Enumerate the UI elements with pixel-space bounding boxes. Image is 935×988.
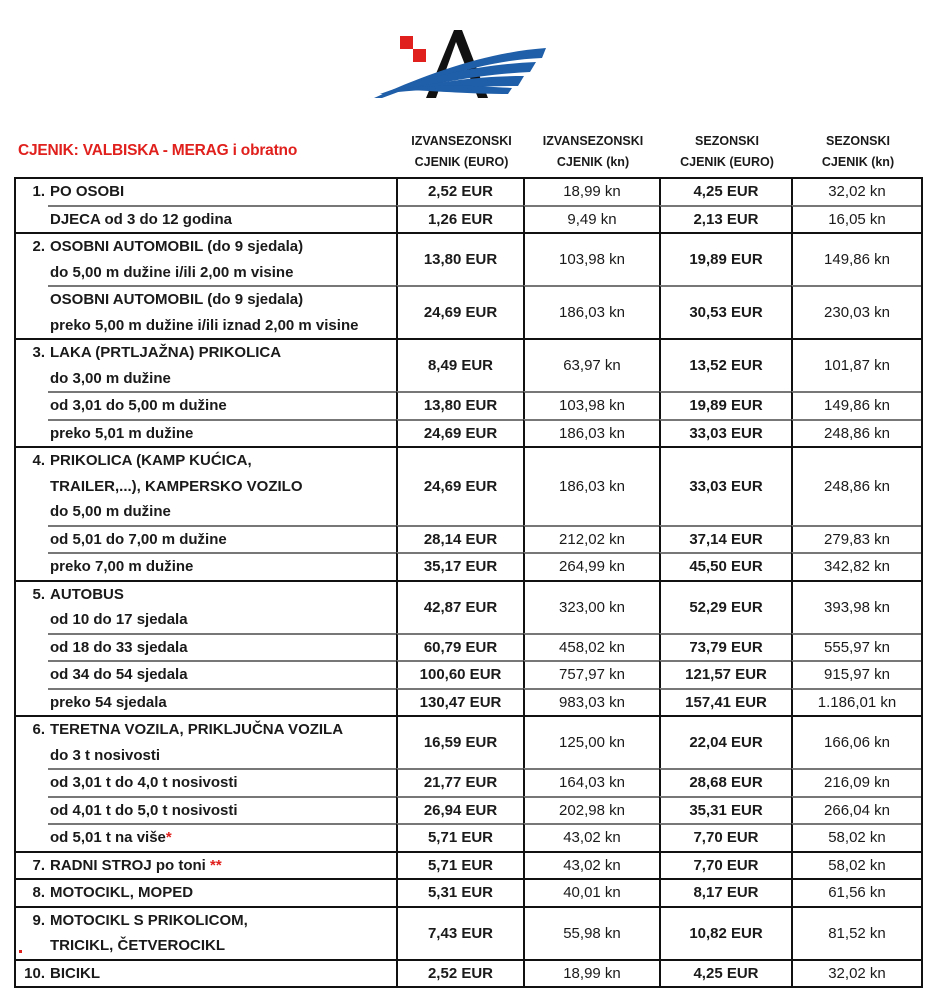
- price-off-season-eur: 42,87 EUR: [396, 582, 523, 633]
- row-label: [48, 391, 396, 419]
- price-season-kn: 58,02 kn: [791, 823, 921, 851]
- price-off-season-eur: 28,14 EUR: [396, 525, 523, 553]
- column-header-line: IZVANSEZONSKI: [542, 134, 644, 148]
- row-label: [48, 179, 396, 205]
- group-number: 2.: [32, 238, 45, 255]
- group-number: 7.: [32, 856, 45, 874]
- row-label: [48, 823, 396, 851]
- price-off-season-eur: 2,52 EUR: [396, 179, 523, 205]
- price-off-season-eur: 1,26 EUR: [396, 205, 523, 233]
- price-off-season-eur: 8,49 EUR: [396, 340, 523, 391]
- price-off-season-kn: 125,00 kn: [523, 717, 659, 768]
- price-season-eur: 157,41 EUR: [659, 688, 791, 716]
- price-off-season-eur: 5,31 EUR: [396, 880, 523, 906]
- price-off-season-eur: 60,79 EUR: [396, 633, 523, 661]
- column-header-line: CJENIK (EURO): [680, 155, 774, 169]
- row-label-text: do 3 t nosivosti: [50, 746, 161, 764]
- group-number: 3.: [32, 344, 45, 361]
- row-label: [48, 340, 396, 391]
- row-label-line: [50, 474, 396, 500]
- row-label-text: MOTOCIKL S PRIKOLICOM,: [50, 911, 248, 929]
- footnote-asterisk: **: [210, 856, 222, 874]
- row-description: [16, 552, 396, 580]
- price-season-eur: 22,04 EUR: [659, 717, 791, 768]
- row-description: [16, 688, 396, 716]
- row-label: [48, 525, 396, 553]
- row-description: [16, 717, 396, 768]
- column-header-line: CJENIK (kn): [821, 155, 895, 169]
- row-description: [16, 525, 396, 553]
- price-off-season-eur: 13,80 EUR: [396, 234, 523, 285]
- price-off-season-kn: 18,99 kn: [523, 179, 659, 205]
- row-label-line: [50, 961, 396, 987]
- row-label-line: [50, 421, 396, 447]
- row-label: [48, 796, 396, 824]
- price-off-season-eur: 24,69 EUR: [396, 419, 523, 447]
- column-header-line: CJENIK (EURO): [414, 155, 509, 169]
- price-off-season-kn: 103,98 kn: [523, 234, 659, 285]
- row-label: [48, 768, 396, 796]
- company-logo-icon: [370, 22, 550, 104]
- price-season-eur: 37,14 EUR: [659, 525, 791, 553]
- price-off-season-kn: 212,02 kn: [523, 525, 659, 553]
- price-season-eur: 121,57 EUR: [659, 660, 791, 688]
- row-label: [48, 688, 396, 716]
- row-label-text: preko 7,00 m dužine: [50, 558, 194, 575]
- table-row: [16, 660, 921, 688]
- price-season-kn: 248,86 kn: [791, 448, 921, 525]
- row-label-line: [50, 340, 396, 366]
- row-label: [48, 633, 396, 661]
- price-season-eur: 28,68 EUR: [659, 768, 791, 796]
- table-row: [16, 880, 921, 906]
- price-off-season-eur: 5,71 EUR: [396, 823, 523, 851]
- row-label-line: [50, 313, 396, 339]
- row-description: [16, 419, 396, 447]
- price-season-kn: 166,06 kn: [791, 717, 921, 768]
- table-row: [16, 285, 921, 338]
- table-row: [16, 179, 921, 205]
- row-description: [16, 285, 396, 338]
- row-description: [16, 633, 396, 661]
- row-label: [48, 908, 396, 959]
- group-number: 9.: [32, 911, 45, 929]
- row-label-text: TRAILER,...), KAMPERSKO VOZILO: [50, 477, 303, 495]
- price-off-season-kn: 40,01 kn: [523, 880, 659, 906]
- row-label-text: MOTOCIKL, MOPED: [50, 884, 194, 901]
- row-label-text: od 4,01 t do 5,0 t nosivosti: [50, 801, 238, 819]
- row-description: [16, 179, 396, 205]
- row-label-text: od 5,01 do 7,00 m dužine: [50, 530, 227, 548]
- price-group: [16, 959, 921, 987]
- price-off-season-eur: 100,60 EUR: [396, 660, 523, 688]
- table-row: [16, 961, 921, 987]
- table-row: [16, 391, 921, 419]
- price-off-season-kn: 323,00 kn: [523, 582, 659, 633]
- row-label-line: [50, 607, 396, 633]
- column-header-line: SEZONSKI: [826, 134, 890, 148]
- table-row: [16, 234, 921, 285]
- price-off-season-eur: 21,77 EUR: [396, 768, 523, 796]
- row-label-line: [50, 554, 396, 580]
- group-number: 4.: [32, 452, 45, 469]
- price-off-season-kn: 164,03 kn: [523, 768, 659, 796]
- row-label: [48, 552, 396, 580]
- row-label-text: od 3,01 do 5,00 m dužine: [50, 397, 227, 414]
- row-label-line: [50, 366, 396, 392]
- price-season-kn: 266,04 kn: [791, 796, 921, 824]
- row-label-text: do 5,00 m dužine: [50, 503, 171, 520]
- table-row: [16, 633, 921, 661]
- price-season-kn: 216,09 kn: [791, 768, 921, 796]
- table-row: [16, 205, 921, 233]
- price-season-eur: 52,29 EUR: [659, 582, 791, 633]
- price-season-kn: 16,05 kn: [791, 205, 921, 233]
- price-off-season-eur: 130,47 EUR: [396, 688, 523, 716]
- price-off-season-kn: 983,03 kn: [523, 688, 659, 716]
- price-group: [16, 580, 921, 716]
- row-label-text: preko 5,01 m dužine: [50, 424, 194, 442]
- price-off-season-kn: 55,98 kn: [523, 908, 659, 959]
- price-season-kn: 555,97 kn: [791, 633, 921, 661]
- price-season-kn: 279,83 kn: [791, 525, 921, 553]
- row-label-line: [50, 743, 396, 769]
- price-season-eur: 4,25 EUR: [659, 961, 791, 987]
- row-label-line: [50, 448, 396, 474]
- price-off-season-kn: 458,02 kn: [523, 633, 659, 661]
- row-label-text: preko 54 sjedala: [50, 693, 167, 711]
- row-description: [16, 880, 396, 906]
- column-header-line: IZVANSEZONSKI: [411, 134, 512, 148]
- price-season-kn: 32,02 kn: [791, 179, 921, 205]
- row-description: [16, 853, 396, 879]
- row-description: [16, 908, 396, 959]
- price-season-kn: 342,82 kn: [791, 552, 921, 580]
- table-row: [16, 419, 921, 447]
- price-season-kn: 915,97 kn: [791, 660, 921, 688]
- price-season-eur: 30,53 EUR: [659, 285, 791, 338]
- price-off-season-kn: 63,97 kn: [523, 340, 659, 391]
- price-off-season-eur: 5,71 EUR: [396, 853, 523, 879]
- row-label: [48, 853, 396, 879]
- price-season-kn: 248,86 kn: [791, 419, 921, 447]
- row-label: [48, 582, 396, 633]
- price-off-season-kn: 9,49 kn: [523, 205, 659, 233]
- row-description: [16, 660, 396, 688]
- price-off-season-kn: 202,98 kn: [523, 796, 659, 824]
- price-group: [16, 906, 921, 959]
- row-label: [48, 448, 396, 525]
- group-number: 1.: [32, 183, 45, 200]
- column-header-season-eur: [661, 131, 793, 173]
- price-off-season-kn: 186,03 kn: [523, 419, 659, 447]
- page-title: CJENIK: VALBISKA - MERAG i obratno: [18, 142, 298, 159]
- price-season-eur: 19,89 EUR: [659, 234, 791, 285]
- price-season-eur: 33,03 EUR: [659, 448, 791, 525]
- row-label-text: LAKA (PRTLJAŽNA) PRIKOLICA: [50, 344, 282, 361]
- price-season-kn: 81,52 kn: [791, 908, 921, 959]
- row-label-text: AUTOBUS: [50, 585, 124, 603]
- row-label-line: [50, 690, 396, 716]
- price-season-kn: 58,02 kn: [791, 853, 921, 879]
- price-season-eur: 10,82 EUR: [659, 908, 791, 959]
- column-header-line: SEZONSKI: [695, 134, 759, 148]
- group-number: 10.: [24, 964, 45, 982]
- row-label-line: [50, 527, 396, 553]
- price-season-kn: 1.186,01 kn: [791, 688, 921, 716]
- price-season-eur: 4,25 EUR: [659, 179, 791, 205]
- price-season-eur: 73,79 EUR: [659, 633, 791, 661]
- row-description: [16, 205, 396, 233]
- price-season-eur: 33,03 EUR: [659, 419, 791, 447]
- table-row: [16, 448, 921, 525]
- price-off-season-eur: 35,17 EUR: [396, 552, 523, 580]
- price-season-eur: 35,31 EUR: [659, 796, 791, 824]
- table-row: [16, 768, 921, 796]
- row-label-line: [50, 207, 396, 233]
- row-label-text: OSOBNI AUTOMOBIL (do 9 sjedala): [50, 291, 304, 308]
- table-row: [16, 717, 921, 768]
- price-off-season-kn: 18,99 kn: [523, 961, 659, 987]
- row-label-text: do 5,00 m dužine i/ili 2,00 m visine: [50, 263, 294, 281]
- group-number: 6.: [32, 721, 45, 738]
- price-group: [16, 446, 921, 580]
- table-row: [16, 552, 921, 580]
- row-label: [48, 285, 396, 338]
- table-row: [16, 582, 921, 633]
- row-label-text: preko 5,00 m dužine i/ili iznad 2,00 m visine: [50, 316, 359, 334]
- row-description: [16, 448, 396, 525]
- row-label-line: [50, 798, 396, 824]
- price-season-eur: 8,17 EUR: [659, 880, 791, 906]
- price-off-season-eur: 2,52 EUR: [396, 961, 523, 987]
- row-description: [16, 391, 396, 419]
- price-off-season-kn: 103,98 kn: [523, 391, 659, 419]
- price-season-kn: 149,86 kn: [791, 234, 921, 285]
- price-season-eur: 7,70 EUR: [659, 853, 791, 879]
- price-off-season-kn: 264,99 kn: [523, 552, 659, 580]
- row-label-line: [50, 635, 396, 661]
- row-label-line: [50, 908, 396, 934]
- column-header-season-kn: [793, 131, 923, 173]
- row-description: [16, 796, 396, 824]
- row-label-line: [50, 582, 396, 608]
- price-off-season-eur: 26,94 EUR: [396, 796, 523, 824]
- row-description: [16, 582, 396, 633]
- price-season-kn: 230,03 kn: [791, 285, 921, 338]
- price-season-kn: 61,56 kn: [791, 880, 921, 906]
- price-off-season-kn: 43,02 kn: [523, 823, 659, 851]
- price-off-season-eur: 7,43 EUR: [396, 908, 523, 959]
- price-group: [16, 878, 921, 906]
- row-label: [48, 205, 396, 233]
- column-header-off-season-eur: [398, 131, 525, 173]
- price-off-season-eur: 24,69 EUR: [396, 285, 523, 338]
- group-number: 5.: [32, 585, 45, 603]
- row-label-text: OSOBNI AUTOMOBIL (do 9 sjedala): [50, 238, 304, 255]
- row-label-text: TRICIKL, ČETVEROCIKL: [50, 937, 225, 954]
- price-season-kn: 32,02 kn: [791, 961, 921, 987]
- row-label-text: od 5,01 t na više: [50, 829, 166, 846]
- row-label-line: [50, 179, 396, 205]
- row-label: [48, 660, 396, 688]
- row-label-text: od 10 do 17 sjedala: [50, 611, 188, 628]
- table-row: [16, 796, 921, 824]
- price-off-season-eur: 13,80 EUR: [396, 391, 523, 419]
- row-label-text: od 18 do 33 sjedala: [50, 638, 188, 656]
- column-header-line: CJENIK (kn): [556, 155, 630, 169]
- price-season-eur: 45,50 EUR: [659, 552, 791, 580]
- row-label-line: [50, 880, 396, 906]
- row-label-line: [50, 933, 396, 959]
- table-row: [16, 340, 921, 391]
- row-label-text: od 34 do 54 sjedala: [50, 666, 188, 683]
- row-label-text: RADNI STROJ po toni: [50, 856, 210, 874]
- row-label-line: [50, 260, 396, 286]
- table-row: [16, 908, 921, 959]
- table-row: [16, 688, 921, 716]
- row-label: [48, 419, 396, 447]
- row-label-text: PO OSOBI: [50, 183, 125, 200]
- row-label-line: [50, 393, 396, 419]
- row-label: [48, 234, 396, 285]
- price-group: [16, 232, 921, 338]
- price-season-eur: 19,89 EUR: [659, 391, 791, 419]
- row-label: [48, 717, 396, 768]
- price-season-eur: 7,70 EUR: [659, 823, 791, 851]
- price-table: [14, 177, 923, 988]
- row-label-line: [50, 825, 396, 851]
- row-label-line: [50, 717, 396, 743]
- price-season-kn: 101,87 kn: [791, 340, 921, 391]
- row-label-text: PRIKOLICA (KAMP KUĆICA,: [50, 452, 252, 469]
- row-label-text: TERETNA VOZILA, PRIKLJUČNA VOZILA: [50, 721, 344, 738]
- row-label-line: [50, 770, 396, 796]
- row-label-line: [50, 853, 396, 879]
- price-group: [16, 338, 921, 446]
- row-description: [16, 340, 396, 391]
- row-label-text: do 3,00 m dužine: [50, 369, 171, 387]
- price-group: [16, 851, 921, 879]
- price-season-eur: 13,52 EUR: [659, 340, 791, 391]
- price-group: [16, 715, 921, 851]
- row-label-line: [50, 234, 396, 260]
- row-label-line: [50, 662, 396, 688]
- row-label: [48, 961, 396, 987]
- price-season-eur: 2,13 EUR: [659, 205, 791, 233]
- row-label: [48, 880, 396, 906]
- price-season-kn: 149,86 kn: [791, 391, 921, 419]
- price-group: [16, 179, 921, 232]
- footnote-asterisk: *: [165, 829, 172, 846]
- row-description: [16, 961, 396, 987]
- row-label-text: od 3,01 t do 4,0 t nosivosti: [50, 774, 238, 791]
- table-row: [16, 823, 921, 851]
- price-season-kn: 393,98 kn: [791, 582, 921, 633]
- row-label-text: BICIKL: [50, 964, 100, 982]
- row-label-line: [50, 287, 396, 313]
- row-description: [16, 768, 396, 796]
- price-off-season-eur: 24,69 EUR: [396, 448, 523, 525]
- price-off-season-eur: 16,59 EUR: [396, 717, 523, 768]
- row-label-line: [50, 499, 396, 525]
- row-label-text: DJECA od 3 do 12 godina: [50, 210, 232, 228]
- price-off-season-kn: 186,03 kn: [523, 448, 659, 525]
- price-off-season-kn: 757,97 kn: [523, 660, 659, 688]
- table-row: [16, 525, 921, 553]
- column-header-off-season-kn: [525, 131, 661, 173]
- group-number: 8.: [32, 884, 45, 901]
- row-description: [16, 234, 396, 285]
- table-row: [16, 853, 921, 879]
- row-description: [16, 823, 396, 851]
- price-off-season-kn: 43,02 kn: [523, 853, 659, 879]
- price-off-season-kn: 186,03 kn: [523, 285, 659, 338]
